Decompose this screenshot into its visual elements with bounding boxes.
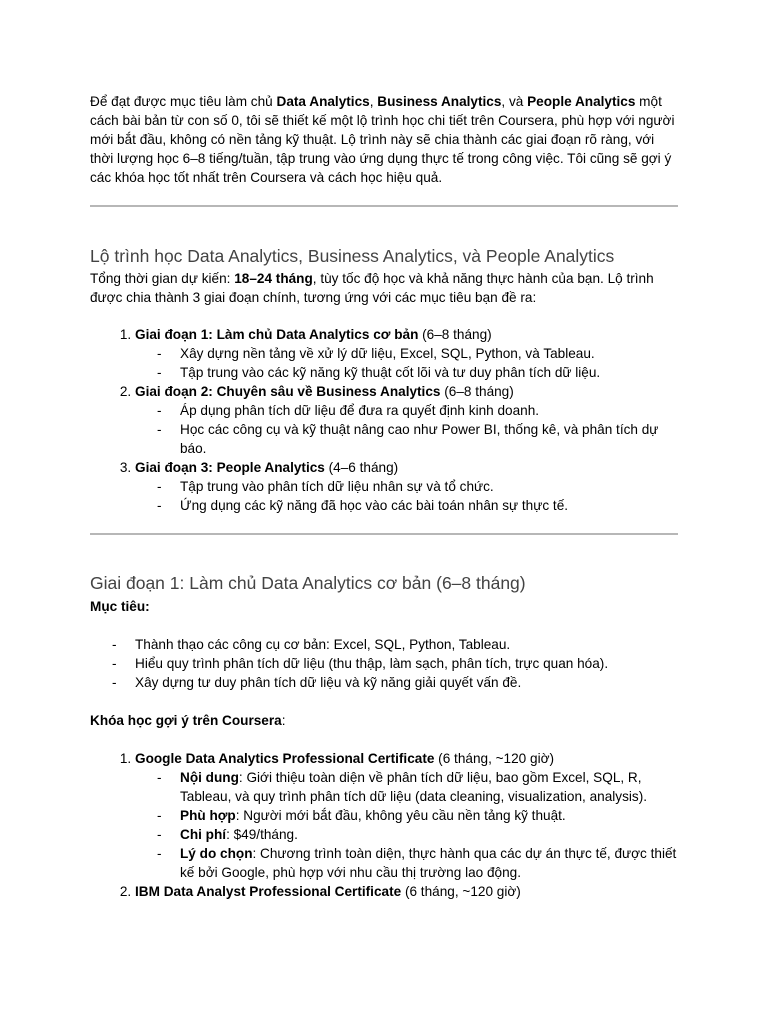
detail-label: Lý do chọn xyxy=(180,846,253,861)
detail-label: Nội dung xyxy=(180,770,239,785)
course-item-2 xyxy=(135,882,690,901)
intro-text-1: Để đạt được mục tiêu làm chủ xyxy=(90,94,277,109)
detail-text: : $49/tháng. xyxy=(226,827,298,842)
goals-list xyxy=(90,635,690,692)
stage-sublist xyxy=(135,344,680,382)
goals-label-text: Mục tiêu: xyxy=(90,599,150,614)
stage-duration: (4–6 tháng) xyxy=(324,460,399,475)
intro-text-2: , xyxy=(369,94,378,109)
detail-text: : Người mới bắt đầu, không yêu cầu nền tảng kỹ thuật. xyxy=(235,808,566,823)
course-detail xyxy=(180,806,690,825)
stage-list xyxy=(90,325,680,515)
stage-title: Giai đoạn 3: People Analytics xyxy=(135,460,325,475)
detail-label: Chi phí xyxy=(180,827,227,842)
list-item: - Học các công cụ và kỹ thuật nâng cao như Power BI, thống kê, và phân tích dự báo. xyxy=(180,420,680,458)
stage1-section xyxy=(90,597,690,901)
roadmap-heading: Lộ trình học Data Analytics, Business Analytics, và People Analytics xyxy=(90,246,615,266)
course-title: IBM Data Analyst Professional Certificate xyxy=(135,884,402,899)
list-item: - Áp dụng phân tích dữ liệu để đưa ra quyết định kinh doanh. xyxy=(180,401,680,420)
roadmap-summary xyxy=(90,269,680,307)
summary-text-pre: Tổng thời gian dự kiến: xyxy=(90,271,235,286)
goals-label xyxy=(90,597,690,616)
list-item: - Thành thạo các công cụ cơ bản: Excel, SQL, Python, Tableau. xyxy=(135,635,690,654)
courses-label-text: Khóa học gợi ý trên Coursera xyxy=(90,713,282,728)
course-details xyxy=(135,768,690,882)
stage-sublist xyxy=(135,477,680,515)
list-item: - Tập trung vào các kỹ năng kỹ thuật cốt lõi và tư duy phân tích dữ liệu. xyxy=(180,363,680,382)
stage-item-3 xyxy=(135,458,680,515)
stage-title: Giai đoạn 2: Chuyên sâu về Business Analytics xyxy=(135,384,441,399)
courses-label-colon: : xyxy=(281,713,286,728)
intro-bold-data-analytics: Data Analytics xyxy=(276,94,370,109)
intro-paragraph xyxy=(90,92,680,187)
list-item: - Hiểu quy trình phân tích dữ liệu (thu thập, làm sạch, phân tích, trực quan hóa). xyxy=(135,654,690,673)
stage-sublist xyxy=(135,401,680,458)
horizontal-rule-2 xyxy=(90,533,678,535)
courses-list xyxy=(90,749,690,901)
intro-text-3: , và xyxy=(501,94,528,109)
intro-text-4: một cách bài bản từ con số 0, tôi sẽ thiết kế một lộ trình học chi tiết trên Coursera, phù hợp với người mới bắt đầu, không có nền tảng kỹ thuật. Lộ trình này sẽ chia thành các giai đoạn rõ ràng, với thời lượng học 6–8 tiếng/tuần, tập trung vào ứng dụng thực tế trong công việc. Tôi cũng sẽ gợi ý các khóa học tốt nhất trên Coursera và cách học hiệu quả. xyxy=(90,94,675,185)
course-item-1 xyxy=(135,749,690,882)
roadmap-section xyxy=(90,269,680,515)
stage-title: Giai đoạn 1: Làm chủ Data Analytics cơ bản xyxy=(135,327,419,342)
intro-bold-business-analytics: Business Analytics xyxy=(377,94,502,109)
courses-label xyxy=(90,711,690,730)
list-item: - Tập trung vào phân tích dữ liệu nhân sự và tổ chức. xyxy=(180,477,680,496)
intro-bold-people-analytics: People Analytics xyxy=(527,94,636,109)
course-title: Google Data Analytics Professional Certificate xyxy=(135,751,435,766)
course-detail xyxy=(180,844,690,882)
stage-duration: (6–8 tháng) xyxy=(440,384,514,399)
course-detail xyxy=(180,825,690,844)
detail-text: : Chương trình toàn diện, thực hành qua các dự án thực tế, được thiết kế bởi Google, phù hợp với nhu cầu thị trường lao động. xyxy=(180,846,677,880)
summary-duration: 18–24 tháng xyxy=(234,271,313,286)
detail-text: : Giới thiệu toàn diện về phân tích dữ liệu, bao gồm Excel, SQL, R, Tableau, và quy trình phân tích dữ liệu (data cleaning, visualization, analysis). xyxy=(180,770,648,804)
list-item: - Xây dựng nền tảng về xử lý dữ liệu, Excel, SQL, Python, và Tableau. xyxy=(180,344,680,363)
detail-label: Phù hợp xyxy=(180,808,236,823)
course-meta: (6 tháng, ~120 giờ) xyxy=(434,751,555,766)
list-item: - Xây dựng tư duy phân tích dữ liệu và kỹ năng giải quyết vấn đề. xyxy=(135,673,690,692)
summary-text-post: , tùy tốc độ học và khả năng thực hành của bạn. Lộ trình được chia thành 3 giai đoạn chính, tương ứng với các mục tiêu bạn đề ra: xyxy=(90,271,654,305)
course-meta: (6 tháng, ~120 giờ) xyxy=(401,884,521,899)
list-item: - Ứng dụng các kỹ năng đã học vào các bài toán nhân sự thực tế. xyxy=(180,496,680,515)
stage-item-2 xyxy=(135,382,680,458)
course-detail xyxy=(180,768,690,806)
stage-item-1 xyxy=(135,325,680,382)
stage-duration: (6–8 tháng) xyxy=(418,327,492,342)
stage1-heading: Giai đoạn 1: Làm chủ Data Analytics cơ bản (6–8 tháng) xyxy=(90,573,526,593)
horizontal-rule-1 xyxy=(90,205,678,207)
intro-text xyxy=(90,92,680,187)
